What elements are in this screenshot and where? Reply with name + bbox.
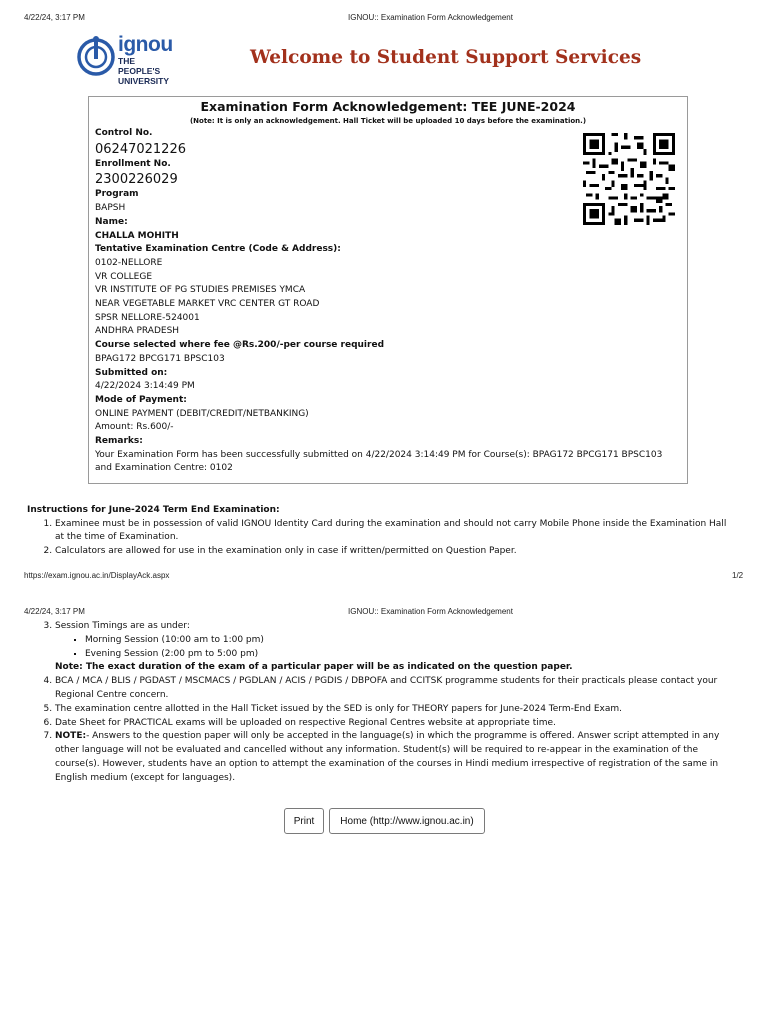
instruction-item: 6. Date Sheet for PRACTICAL exams will be uploaded on respective Regional Centres website at appropriate time. xyxy=(55,717,727,731)
print-header-datetime: 4/22/24, 3:17 PM xyxy=(24,607,85,616)
ignou-emblem-icon xyxy=(76,34,116,80)
instruction-item: 1. Examinee must be in possession of valid IGNOU Identity Card during the examination and should not carry Mobile Phone inside the Examination Hall at the time of Examination. xyxy=(55,518,727,545)
centre-label: Tentative Examination Centre (Code & Address): xyxy=(95,244,341,255)
course-label: Course selected where fee @Rs.200/-per course required xyxy=(95,340,385,351)
instructions-heading: Instructions for June-2024 Term End Examination: xyxy=(27,505,280,515)
instruction-item xyxy=(55,730,727,785)
print-header-datetime: 4/22/24, 3:17 PM xyxy=(24,13,85,22)
welcome-heading: Welcome to Student Support Services xyxy=(250,47,642,68)
session-timings-label: Session Timings are as under: xyxy=(55,621,190,631)
ignou-logo xyxy=(76,33,176,86)
instruction-item xyxy=(55,620,727,675)
logo-tagline-2: UNIVERSITY xyxy=(118,76,170,86)
control-no-value: 06247021226 xyxy=(95,141,186,157)
name-label: Name: xyxy=(95,216,128,227)
course-value: BPAG172 BPCG171 BPSC103 xyxy=(95,353,225,364)
centre-line: 0102-NELLORE xyxy=(95,257,163,268)
program-value: BAPSH xyxy=(95,203,126,214)
print-button[interactable]: Print xyxy=(284,808,324,834)
centre-line: VR COLLEGE xyxy=(95,271,153,282)
acknowledgement-panel xyxy=(88,96,688,484)
program-label: Program xyxy=(95,189,139,200)
centre-line: SPSR NELLORE-524001 xyxy=(95,312,200,323)
enrollment-no-value: 2300226029 xyxy=(95,172,178,188)
payment-value: ONLINE PAYMENT (DEBIT/CREDIT/NETBANKING) xyxy=(95,408,309,419)
remarks-value: Your Examination Form has been successfully submitted on 4/22/2024 3:14:49 PM for Course(s): BPAG172 BPCG171 BPSC103 and Examination Centre: 0102 xyxy=(95,449,663,474)
session-evening: ▪ Evening Session (2:00 pm to 5:00 pm) xyxy=(85,648,727,662)
name-value: CHALLA MOHITH xyxy=(95,230,179,241)
submitted-label: Submitted on: xyxy=(95,367,168,378)
print-footer-url: https://exam.ignou.ac.in/DisplayAck.aspx xyxy=(24,571,170,580)
note-text: - Answers to the question paper will only be accepted in the language(s) in which the programme is offered. Answer script attempted in any other language will not be evaluated and cancelled without any information. Student(s) will be required to re-appear in the examination of the course(s). However, students have an option to attempt the examination of the courses in Hindi medium irrespective of registration of the same in English medium (except for languages). xyxy=(55,731,720,783)
ack-note: (Note: It is only an acknowledgement. Hall Ticket will be uploaded 10 days before the examination.) xyxy=(189,117,587,125)
logo-wordmark: ignou xyxy=(118,33,173,56)
submitted-value: 4/22/2024 3:14:49 PM xyxy=(95,381,195,392)
control-no-label: Control No. xyxy=(95,128,153,138)
centre-line: NEAR VEGETABLE MARKET VRC CENTER GT ROAD xyxy=(95,299,320,310)
centre-line: ANDHRA PRADESH xyxy=(95,326,180,337)
instruction-item: 4. BCA / MCA / BLIS / PGDAST / MSCMACS / PGDLAN / ACIS / PGDIS / DBPOFA and CCITSK programme students for their practicals please contact your Regional Centre concern. xyxy=(55,675,727,703)
enrollment-no-label: Enrollment No. xyxy=(95,158,171,169)
amount-value: Amount: Rs.600/- xyxy=(95,422,174,433)
ack-title: Examination Form Acknowledgement: TEE JUNE-2024 xyxy=(200,99,576,114)
instructions-section xyxy=(27,504,727,559)
home-button[interactable]: Home (http://www.ignou.ac.in) xyxy=(329,808,485,834)
session-morning: ▪ Morning Session (10:00 am to 1:00 pm) xyxy=(85,634,727,648)
instruction-item: 5. The examination centre allotted in the Hall Ticket issued by the SED is only for THEORY papers for June-2024 Term-End Exam. xyxy=(55,703,727,717)
note-label: NOTE: xyxy=(55,731,87,742)
print-footer-page: 1/2 xyxy=(732,571,744,580)
remarks-label: Remarks: xyxy=(95,436,143,447)
logo-tagline-1: THE PEOPLE'S xyxy=(118,56,161,76)
ack-fields xyxy=(95,127,680,476)
payment-label: Mode of Payment: xyxy=(95,394,187,405)
print-header-title: IGNOU:: Examination Form Acknowledgement xyxy=(348,13,513,22)
instruction-item: 2. Calculators are allowed for use in the examination only in case if written/permitted on Question Paper. xyxy=(55,545,727,559)
centre-line: VR INSTITUTE OF PG STUDIES PREMISES YMCA xyxy=(95,285,306,296)
duration-note: Note: The exact duration of the exam of a particular paper will be as indicated on the question paper. xyxy=(55,662,573,673)
instructions-continued xyxy=(27,620,727,786)
print-header-title: IGNOU:: Examination Form Acknowledgement xyxy=(348,607,513,616)
